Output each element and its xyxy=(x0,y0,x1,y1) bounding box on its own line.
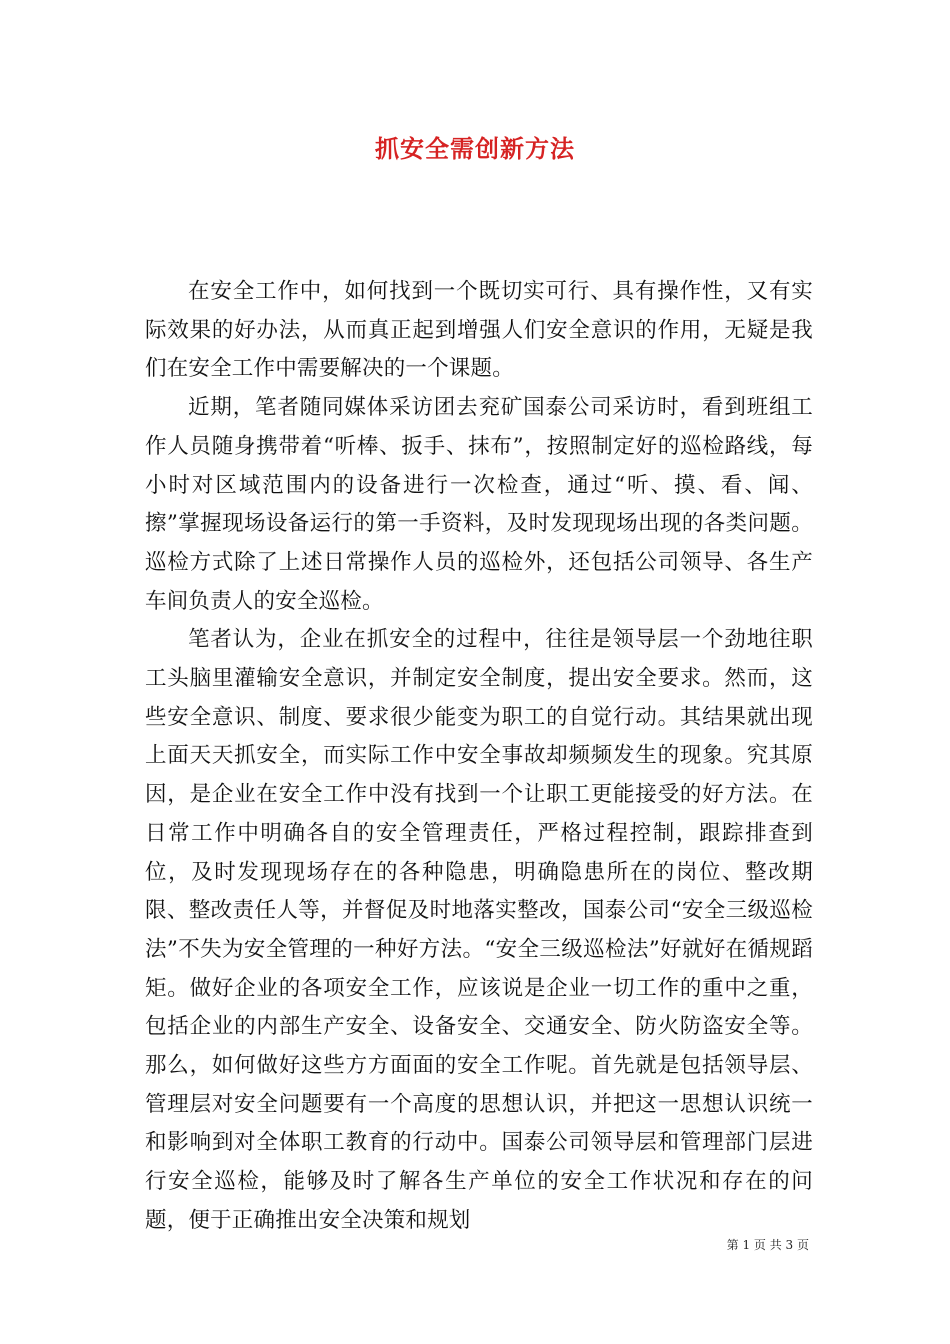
paragraph-2: 近期，笔者随同媒体采访团去兖矿国泰公司采访时，看到班组工作人员随身携带着“听棒、扳手、抹布”，按照制定好的巡检路线，每小时对区域范围内的设备进行一次检查，通过“听、摸、看、闻、擦”掌握现场设备运行的第一手资料，及时发现现场出现的各类问题。巡检方式除了上述日常操作人员的巡检外，还包括公司领导、各生产车间负责人的安全巡检。 xyxy=(145,395,813,614)
paragraph-3: 笔者认为，企业在抓安全的过程中，往往是领导层一个劲地往职工头脑里灌输安全意识，并制定安全制度，提出安全要求。然而，这些安全意识、制度、要求很少能变为职工的自觉行动。其结果就出现上面天天抓安全，而实际工作中安全事故却频频发生的现象。究其原因，是企业在安全工作中没有找到一个让职工更能接受的好方法。在日常工作中明确各自的安全管理责任，严格过程控制，跟踪排查到位，及时发现现场存在的各种隐患，明确隐患所在的岗位、整改期限、整改责任人等，并督促及时地落实整改，国泰公司“安全三级巡检法”不失为安全管理的一种好方法。“安全三级巡检法”好就好在循规蹈矩。做好企业的各项安全工作，应该说是企业一切工作的重中之重，包括企业的内部生产安全、设备安全、交通安全、防火防盗安全等。那么，如何做好这些方方面面的安全工作呢。首先就是包括领导层、管理层对安全问题要有一个高度的思想认识，并把这一思想认识统一和影响到对全体职工教育的行动中。国泰公司领导层和管理部门层进行安全巡检，能够及时了解各生产单位的安全工作状况和存在的问题，便于正确推出安全决策和规划 xyxy=(145,627,813,1233)
paragraph-1: 在安全工作中，如何找到一个既切实可行、具有操作性，又有实际效果的好办法，从而真正起到增强人们安全意识的作用，无疑是我们在安全工作中需要解决的一个课题。 xyxy=(145,279,813,382)
document-title: 抓安全需创新方法 xyxy=(375,134,575,163)
document-body xyxy=(145,273,813,1241)
page-number-footer: 第 1 页 共 3 页 xyxy=(726,1238,809,1252)
